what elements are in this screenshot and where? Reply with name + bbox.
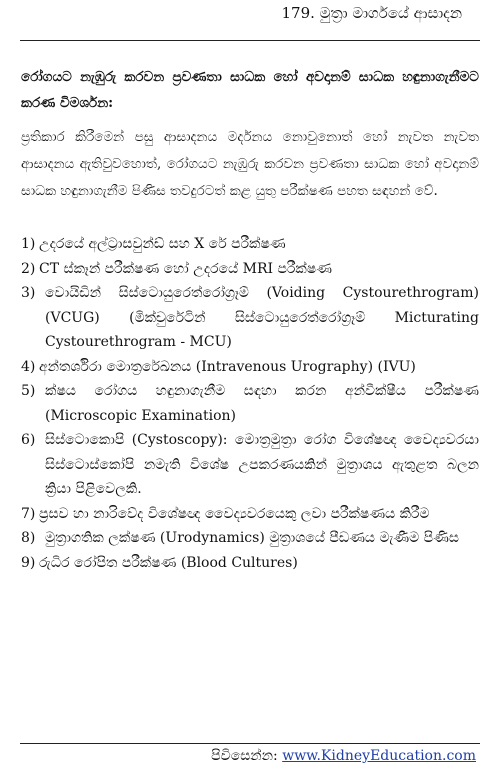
item-text: සිස්ටොකොපි (Cystoscopy): මොත්‍රමුත්‍රා රෝග විශේෂඥ වෛද්‍යවරයා සිස්ටොස්කෝපි නමැති විශේෂ උපකරණයකින් මුත්‍රාශය ඇතුළත බලන ක්‍රියා පිළිවෙලකි.: [45, 432, 479, 497]
item-number: 9): [21, 554, 36, 571]
list-item: [21, 428, 479, 502]
item-text: වොයිඩින් සිස්ටොයුරෙත්රෝග්‍රෑම් (Voiding Cystourethrogram) (VCUG) (මික්චුරේටින් සිස්ටොයුරෙත්රෝග්‍රෑම් Micturating Cystourethrogram - MCU): [45, 285, 479, 350]
list-item: [21, 551, 479, 576]
footer-label: පිවිසෙන්න:: [211, 748, 278, 764]
list-item: [21, 502, 479, 527]
item-number: 8): [21, 530, 36, 546]
item-text: අන්තර්ශිරා මොත්‍රරේඛනය (Intravenous Urography) (IVU): [39, 358, 416, 375]
item-text: මුත්‍රාගතික ලක්ෂණ (Urodynamics) මුත්‍රාශයේ පීඩණය මැණීම පිණිස: [45, 530, 459, 546]
item-text: උදරයේ අල්ට්‍රාසවුන්ඩ් සහ X රේ පරීක්ෂණ: [39, 236, 286, 252]
section-heading: රෝගයට නැඹුරු කරවන ප්‍රවණතා සාධක හෝ අවදානම් සාධක හඳුනාගැනීමට කරණ විමර්ශන:: [21, 69, 479, 111]
list-item: [21, 355, 479, 380]
item-number: 1): [21, 236, 36, 252]
tests-list: [21, 232, 479, 575]
list-item: [21, 379, 479, 428]
item-number: 5): [21, 383, 36, 399]
item-number: 3): [21, 285, 36, 301]
list-item: [21, 526, 479, 551]
page-header: 179. මුත්‍රා මාර්ගයේ ආසාදන: [281, 4, 462, 22]
list-item: [21, 257, 479, 282]
item-text: CT ස්කෑන් පරීක්ෂණ හෝ උදරයේ MRI පරීක්ෂණ: [39, 260, 332, 277]
website-link[interactable]: www.KidneyEducation.com: [282, 748, 476, 764]
list-item: [21, 232, 479, 257]
item-number: 2): [21, 260, 36, 277]
item-number: 6): [21, 432, 36, 448]
list-item: [21, 281, 479, 355]
header-divider: [20, 40, 480, 41]
footer-divider: [20, 743, 480, 744]
intro-paragraph: ප්‍රතිකාර කිරීමෙන් පසු ආසාදනය මර්දනය නොවුනොත් හෝ නැවත නැවත ආසාදනය ඇතිවුවහොත්, රෝගයට නැඹුරු කරවන ප්‍රවණතා සාධක හෝ අවදානම් සාධක හඳුනාගැනීම පිණිස තවදුරටත් කළ යුතු පරීක්ෂණ පහත සඳහන් වේ.: [21, 129, 479, 199]
item-number: 4): [21, 358, 36, 375]
item-text: ක්ෂය රෝගය හඳුනාගැනීම සඳහා කරන අන්වීක්ෂීය පරීක්ෂණ (Microscopic Examination): [45, 383, 479, 424]
item-text: රුධිර රෝපිත පරීක්ෂණ (Blood Cultures): [39, 554, 298, 571]
footer: [211, 748, 476, 764]
item-text: ප්‍රසව හා නාරිවේද විශේෂඥ වෛද්‍යවරයෙකු ලවා පරීක්ෂණය කිරීම: [39, 505, 430, 522]
item-number: 7): [21, 505, 36, 522]
